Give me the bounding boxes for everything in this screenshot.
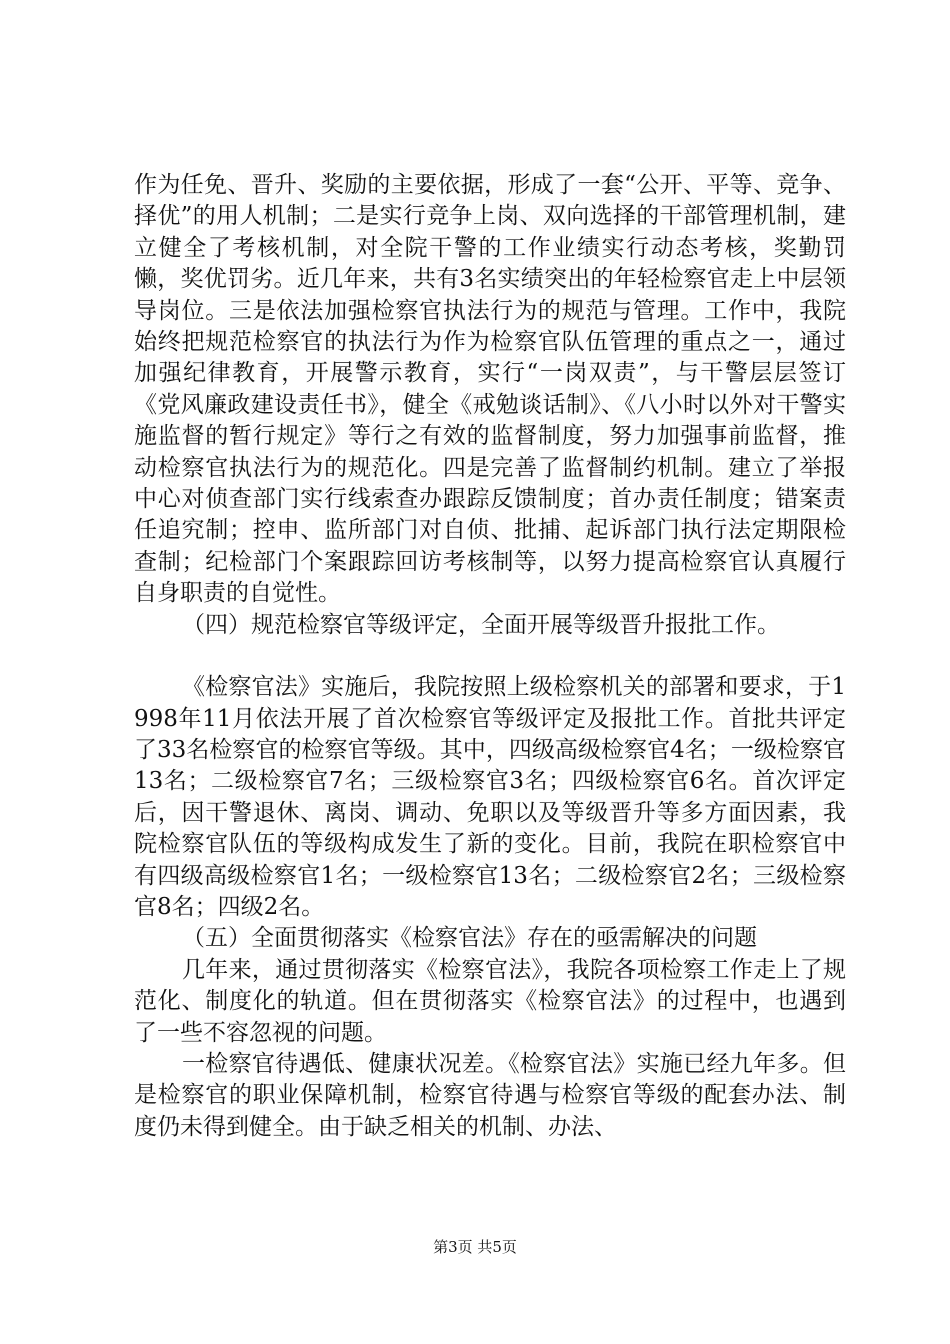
section-heading-four: （四）规范检察官等级评定，全面开展等级晋升报批工作。 <box>182 611 780 638</box>
paragraph-grade-evaluation: 《检察官法》实施后，我院按照上级检察机关的部署和要求，于1998年11月依法开展了首次检察官等级评定及报批工作。首批共评定了33名检察官的检察官等级。其中，四级高级检察官4名；一级检察官13名；二级检察官7名；三级检察官3名；四级检察官6名。首次评定后，因干警退休、离岗、调动、免职以及等级晋升等多方面因素，我院检察官队伍的等级构成发生了新的变化。目前，我院在职检察官中有四级高级检察官1名；一级检察官13名；二级检察官2名；三级检察官8名；四级2名。 <box>134 674 846 920</box>
document-body <box>134 170 846 1143</box>
paragraph-continuation: 作为任免、晋升、奖励的主要依据，形成了一套“公开、平等、竞争、择优”的用人机制；二是实行竞争上岗、双向选择的干部管理机制，建立健全了考核机制，对全院干警的工作业绩实行动态考核，奖勤罚懒，奖优罚劣。近几年来，共有3名实绩突出的年轻检察官走上中层领导岗位。三是依法加强检察官执法行为的规范与管理。工作中，我院始终把规范检察官的执法行为作为检察官队伍管理的重点之一，通过加强纪律教育，开展警示教育，实行“一岗双责”，与干警层层签订《党风廉政建设责任书》，健全《戒勉谈话制》、《八小时以外对干警实施监督的暂行规定》等行之有效的监督制度，努力加强事前监督，推动检察官执法行为的规范化。四是完善了监督制约机制。建立了举报中心对侦查部门实行线索查办跟踪反馈制度；首办责任制度；错案责任追究制；控申、监所部门对自侦、批捕、起诉部门执行法定期限检查制；纪检部门个案跟踪回访考核制等，以努力提高检察官认真履行自身职责的自觉性。 <box>134 172 846 607</box>
paragraph-problems-intro: 几年来，通过贯彻落实《检察官法》，我院各项检察工作走上了规范化、制度化的轨道。但在贯彻落实《检察官法》的过程中，也遇到了一些不容忽视的问题。 <box>134 956 846 1046</box>
page-number-footer: 第3页 共5页 <box>433 1238 517 1256</box>
paragraph-low-treatment: 一检察官待遇低、健康状况差。《检察官法》实施已经九年多。但是检察官的职业保障机制，检察官待遇与检察官等级的配套办法、制度仍未得到健全。由于缺乏相关的机制、办法、 <box>134 1050 846 1140</box>
section-heading-five: （五）全面贯彻落实《检察官法》存在的亟需解决的问题 <box>182 925 757 952</box>
